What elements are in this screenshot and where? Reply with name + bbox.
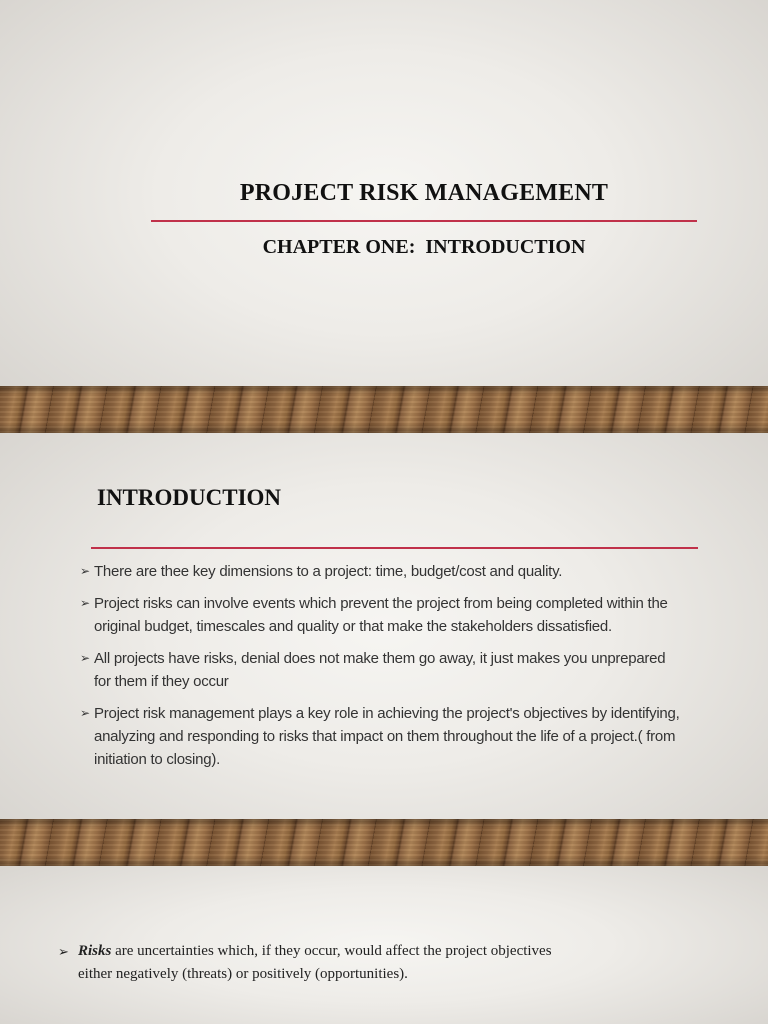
- risk-definition-item: [58, 940, 578, 986]
- bullet-text: All projects have risks, denial does not make them go away, it just makes you unprepared for them if they occur: [94, 650, 666, 690]
- slide-title: PROJECT RISK MANAGEMENT: [239, 180, 609, 206]
- list-item: [80, 560, 680, 583]
- introduction-slide: [0, 433, 768, 819]
- risk-definition-body: are uncertainties which, if they occur, would affect the project objectives either negatively (threats) or positively (opportunities).: [78, 943, 552, 982]
- list-item: [80, 647, 680, 693]
- list-item: [80, 592, 680, 638]
- wood-floor-divider: [0, 819, 768, 866]
- bullet-text: There are thee key dimensions to a project: time, budget/cost and quality.: [94, 563, 563, 580]
- risk-definition-text: [58, 940, 578, 986]
- bullet-text: Project risks can involve events which prevent the project from being completed within the original budget, timescales and quality or that make the stakeholders dissatisfied.: [94, 595, 668, 635]
- arrow-bullet-icon: ➢: [58, 944, 69, 959]
- bullet-text: Project risk management plays a key role in achieving the project's objectives by identifying, analyzing and responding to risks that impact on them throughout the life of a project.( from initiation to closing).: [94, 705, 680, 768]
- arrow-bullet-icon: ➢: [80, 651, 90, 665]
- arrow-bullet-icon: ➢: [80, 706, 90, 720]
- heading-divider: [91, 547, 698, 549]
- title-divider: [151, 220, 697, 222]
- arrow-bullet-icon: ➢: [80, 596, 90, 610]
- arrow-bullet-icon: ➢: [80, 564, 90, 578]
- section-heading: INTRODUCTION: [97, 485, 282, 510]
- slide-subtitle: CHAPTER ONE: INTRODUCTION: [262, 236, 586, 258]
- bullet-list: [80, 560, 680, 780]
- risk-term: Risks: [78, 943, 112, 959]
- wood-floor-divider: [0, 386, 768, 433]
- list-item: [80, 702, 680, 771]
- title-slide: [0, 0, 768, 386]
- risks-slide: [0, 866, 768, 1024]
